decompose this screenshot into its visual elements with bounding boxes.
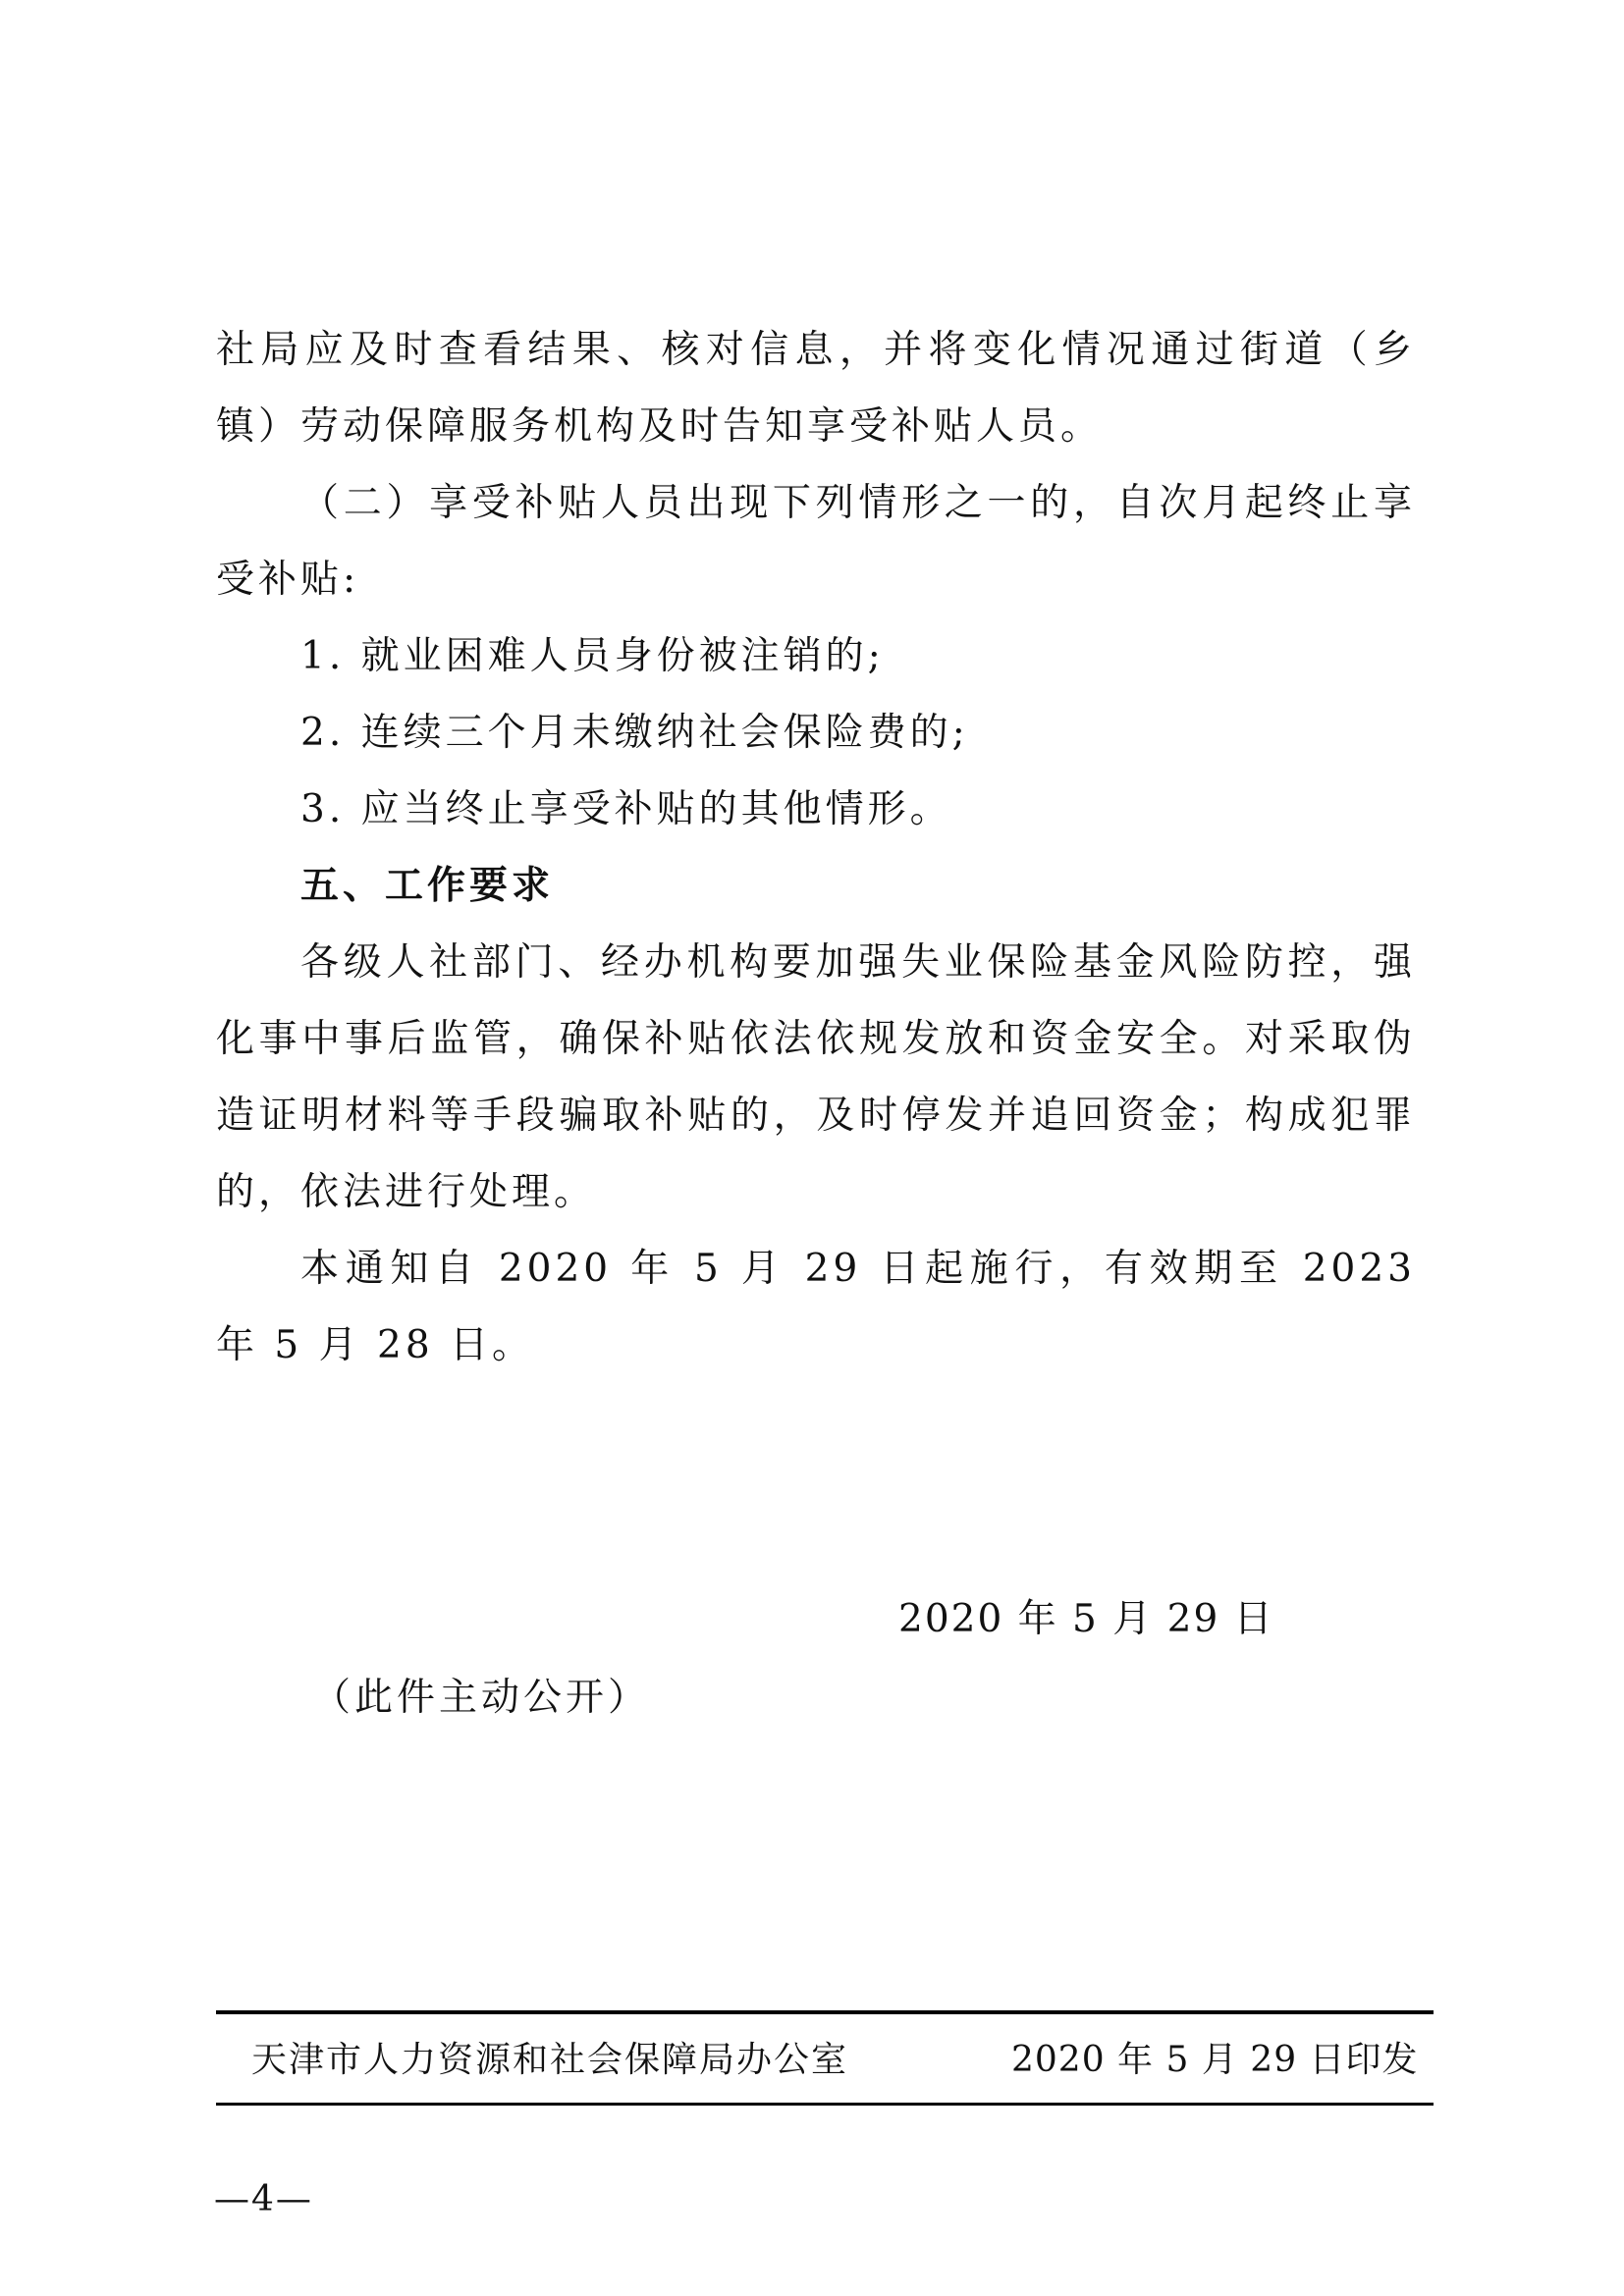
footer-divider-top xyxy=(216,2010,1434,2014)
section-heading: 五、工作要求 xyxy=(300,864,555,908)
signature-date: 2020 年 5 月 29 日 xyxy=(898,1597,1274,1641)
paragraph-effective-date: 本通知自 2020 年 5 月 29 日起施行，有效期至 2023 年 5 月 28 日。 xyxy=(216,1247,1416,1367)
page-number: —4— xyxy=(214,2179,313,2219)
public-disclosure-note: （此件主动公开） xyxy=(312,1676,651,1720)
footer-divider-bottom xyxy=(216,2103,1434,2106)
paragraph-continuation: 社局应及时查看结果、核对信息，并将变化情况通过街道（乡镇）劳动保障服务机构及时告知享受补贴人员。 xyxy=(216,328,1416,449)
issue-date: 2020 年 5 月 29 日印发 xyxy=(1011,2040,1419,2080)
list-item: 3. 应当终止享受补贴的其他情形。 xyxy=(300,787,952,831)
paragraph-termination-conditions: （二）享受补贴人员出现下列情形之一的，自次月起终止享受补贴: xyxy=(216,481,1416,602)
paragraph-requirements: 各级人社部门、经办机构要加强失业保险基金风险防控，强化事中事后监管，确保补贴依法依规发放和资金安全。对采取伪造证明材料等手段骗取补贴的，及时停发并追回资金；构成犯罪的，依法进行处理。 xyxy=(216,940,1416,1214)
list-item: 2. 连续三个月未缴纳社会保险费的; xyxy=(300,711,969,755)
issuer-name: 天津市人力资源和社会保障局办公室 xyxy=(251,2040,849,2080)
list-item: 1. 就业困难人员身份被注销的; xyxy=(300,634,885,678)
document-body xyxy=(216,312,1416,1384)
